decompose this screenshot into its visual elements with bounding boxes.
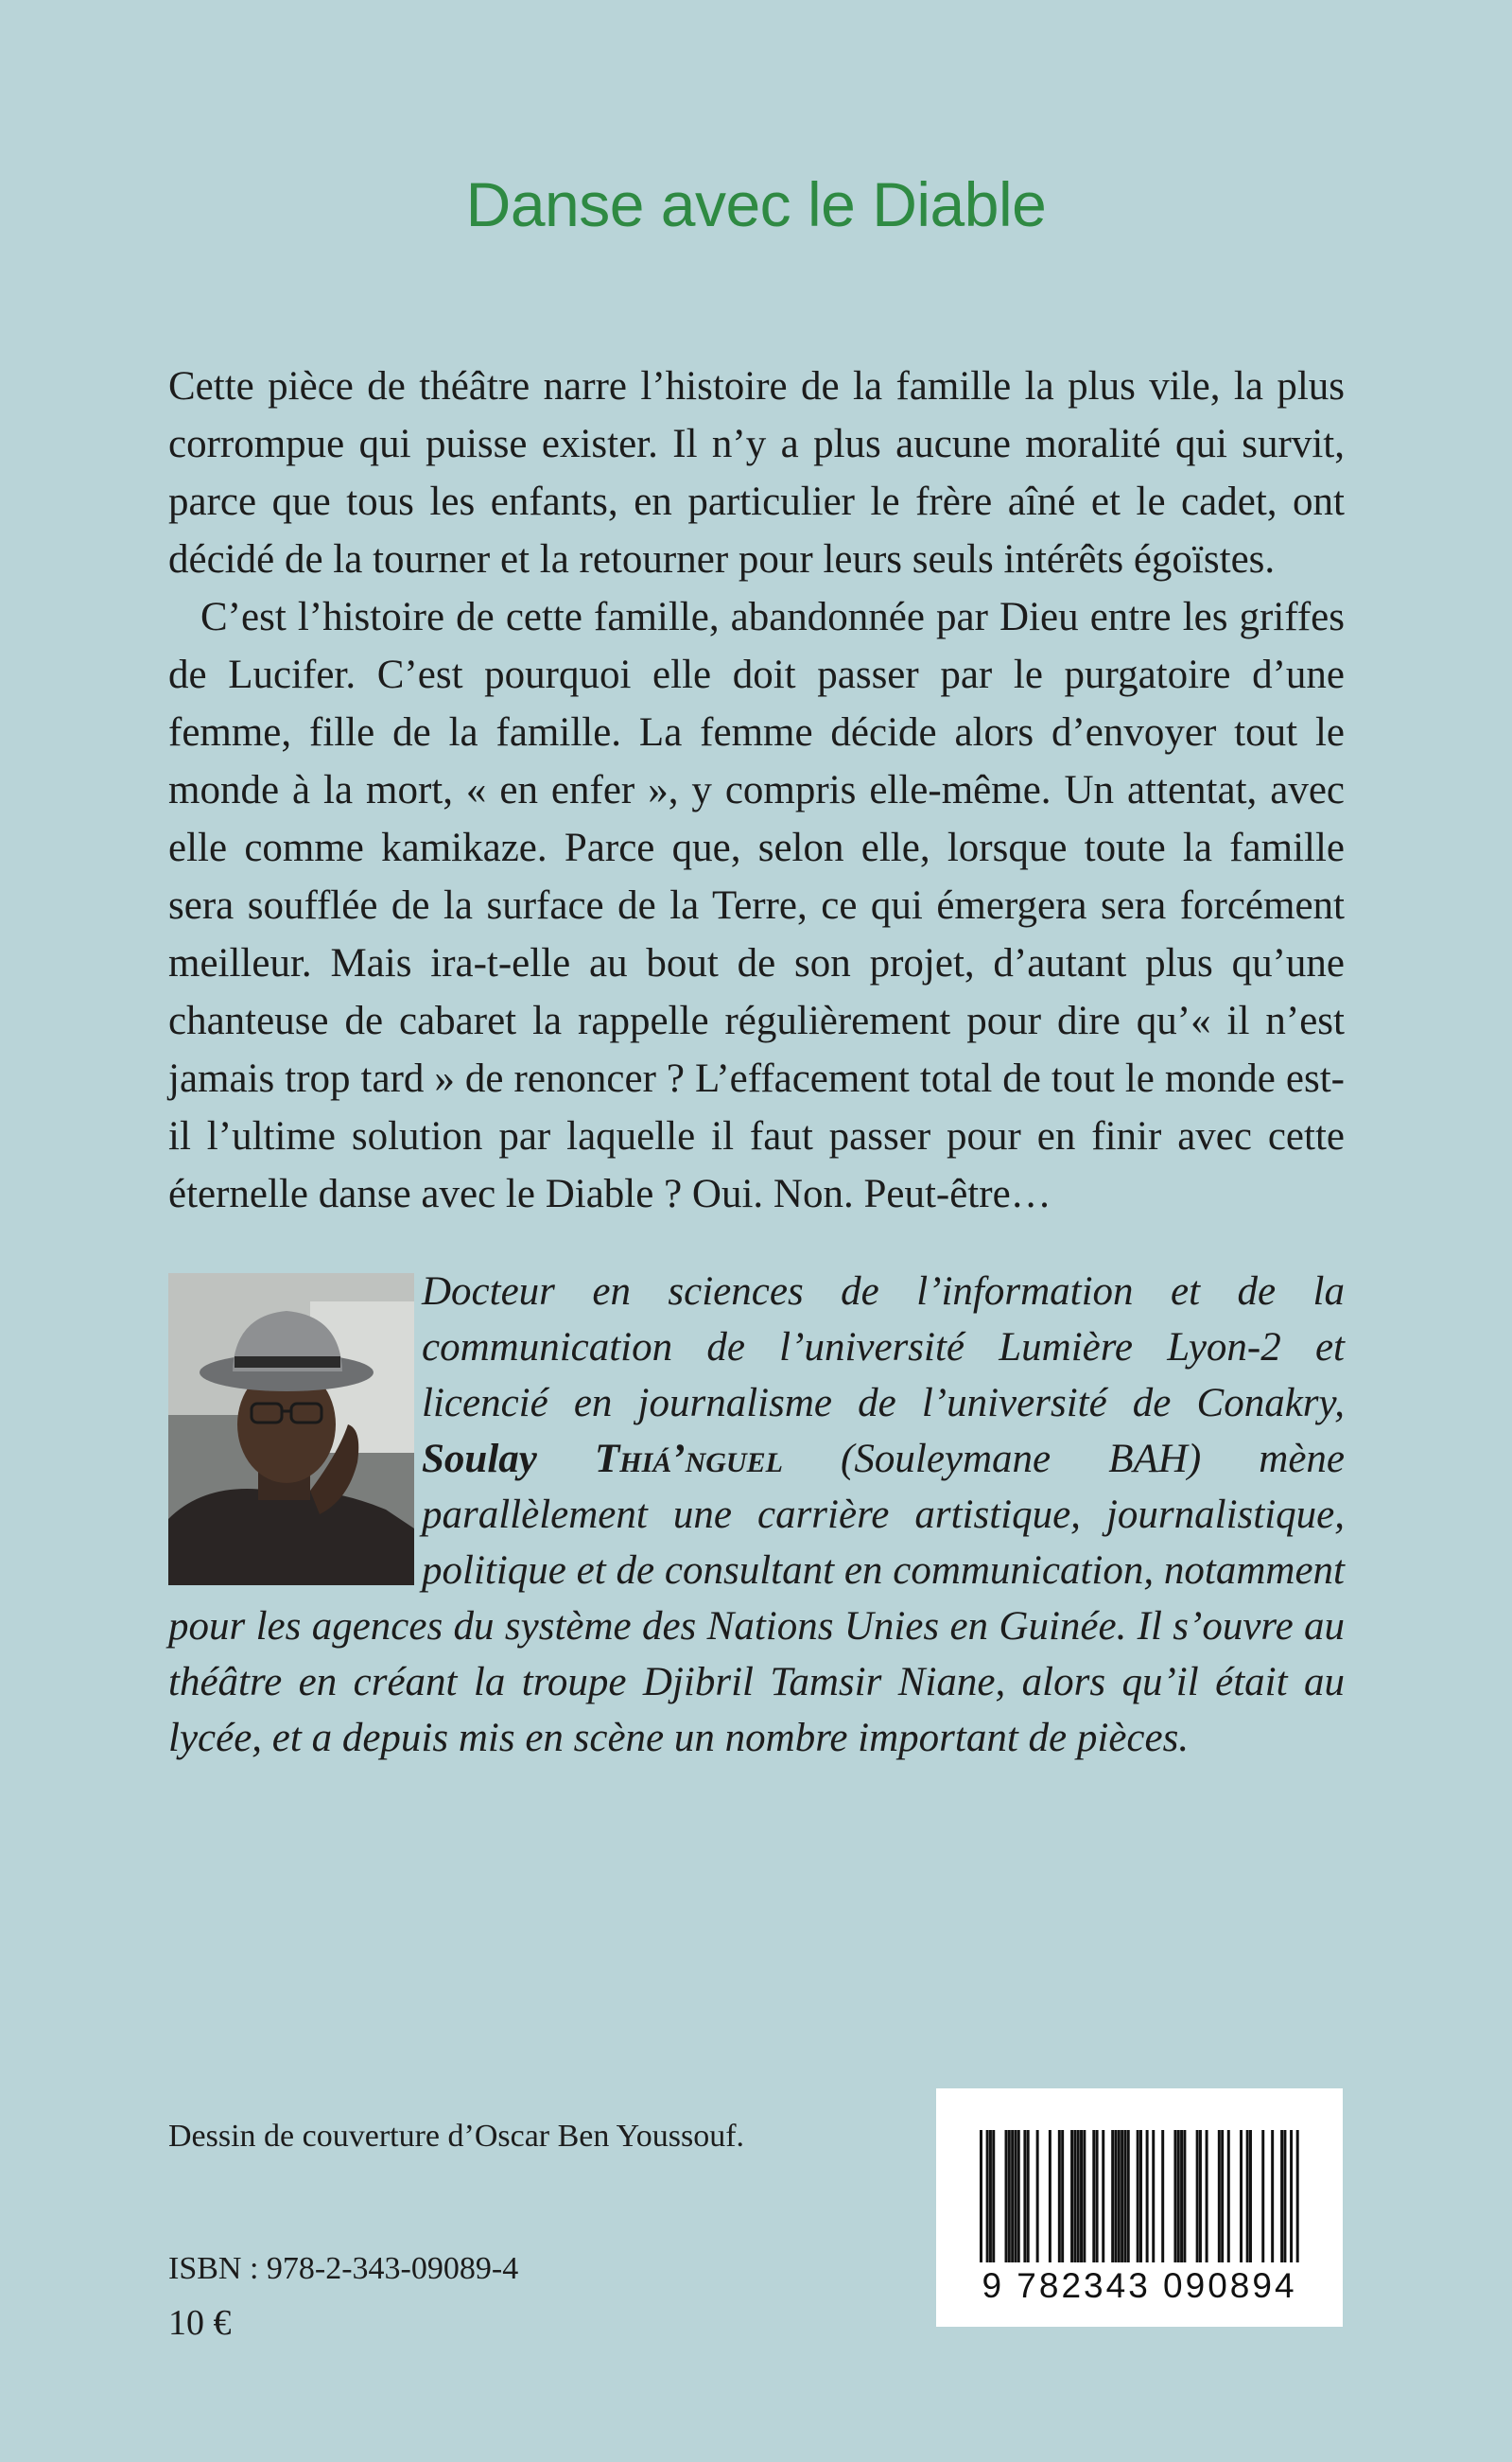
barcode-bar [1077, 2130, 1080, 2262]
barcode-bar [989, 2130, 992, 2262]
barcode-bar [1011, 2130, 1014, 2262]
barcode-bar [1290, 2130, 1293, 2262]
barcode [936, 2088, 1343, 2327]
barcode-bar [1280, 2130, 1283, 2262]
price: 10 € [168, 2303, 232, 2343]
barcode-bar [1218, 2130, 1221, 2262]
barcode-bar [1161, 2130, 1164, 2262]
barcode-bar [1283, 2130, 1286, 2262]
barcode-bar [1080, 2130, 1083, 2262]
barcode-bar [1196, 2130, 1199, 2262]
barcode-bar [980, 2130, 982, 2262]
barcode-bar [1008, 2130, 1011, 2262]
barcode-bar [986, 2130, 989, 2262]
synopsis-paragraph-1: Cette pièce de théâtre narre l’histoire de la famille la plus vile, la plus corrompue qui puisse exister. Il n’y a plus aucune moralité qui survit, parce que tous les enfants, en particulier le frère aîné et le cadet, ont décidé de la tourner et la retourner pour leurs seuls intérêts égoïstes. [168, 364, 1345, 582]
barcode-bar [1183, 2130, 1186, 2262]
bio-intro: Docteur en sciences de l’information et de la communication de l’université Lumière Lyon-2 et licencié en journalisme de l’université de Conakry, [422, 1269, 1345, 1425]
barcode-bar [1206, 2130, 1208, 2262]
barcode-bar [1296, 2130, 1299, 2262]
barcode-bar [1127, 2130, 1130, 2262]
barcode-bar [1246, 2130, 1249, 2262]
author-bio [168, 1264, 1345, 1766]
barcode-bar [1121, 2130, 1123, 2262]
barcode-bar [1221, 2130, 1224, 2262]
barcode-bar [1118, 2130, 1121, 2262]
author-last-name: Thiá’nguel [595, 1437, 783, 1481]
barcode-bar [1199, 2130, 1202, 2262]
barcode-bar [1240, 2130, 1243, 2262]
barcode-bar [1083, 2130, 1086, 2262]
barcode-bar [1070, 2130, 1073, 2262]
barcode-bar [1096, 2130, 1099, 2262]
barcode-bar [1123, 2130, 1126, 2262]
isbn: ISBN : 978-2-343-09089-4 [168, 2251, 519, 2286]
barcode-bar [1014, 2130, 1017, 2262]
cover-credits: Dessin de couverture d’Oscar Ben Youssouf. [168, 2119, 745, 2154]
barcode-bar [1017, 2130, 1020, 2262]
barcode-bar [1027, 2130, 1030, 2262]
barcode-bar [1073, 2130, 1076, 2262]
barcode-bar [1180, 2130, 1183, 2262]
bio-rest: (Souleymane BAH) mène parallèlement une carrière artistique, journalistique, politique et de consultant en communication, notamment pour les agences du système des Nations Unies en Guinée. Il s’ouvre au théâtre en créant la troupe Djibril Tamsir Niane, alors qu’il était au lycée, et a depuis mis en scène un nombre important de pièces. [168, 1437, 1345, 1760]
barcode-bar [1137, 2130, 1139, 2262]
barcode-bar [1036, 2130, 1039, 2262]
synopsis [168, 358, 1345, 1223]
barcode-bar [1049, 2130, 1051, 2262]
barcode-bar [1092, 2130, 1095, 2262]
barcode-bar [1173, 2130, 1176, 2262]
barcode-bar [1061, 2130, 1064, 2262]
barcode-bar [1249, 2130, 1252, 2262]
barcode-bar [1102, 2130, 1104, 2262]
barcode-digits: 9 782343 090894 [982, 2266, 1297, 2305]
barcode-bars [980, 2130, 1299, 2262]
synopsis-paragraph-2: C’est l’histoire de cette famille, abandonnée par Dieu entre les griffes de Lucifer. C’est pourquoi elle doit passer par le purgatoire d’une femme, fille de la famille. La femme décide alors d’envoyer tout le monde à la mort, « en enfer », y compris elle-même. Un attentat, avec elle comme kamikaze. Parce que, selon elle, lorsque toute la famille sera soufflée de la surface de la Terre, ce qui émergera sera forcément meilleur. Mais ira-t-elle au bout de son projet, d’autant plus qu’une chanteuse de cabaret la rappelle régulièrement pour dire qu’« il n’est jamais trop tard » de renoncer ? L’effacement total de tout le monde est-il l’ultime solution par laquelle il faut passer pour en finir avec cette éternelle danse avec le Diable ? Oui. Non. Peut-être… [168, 595, 1345, 1216]
barcode-bar [1261, 2130, 1264, 2262]
author-first-name: Soulay [422, 1437, 537, 1481]
barcode-bar [992, 2130, 995, 2262]
barcode-bar [1177, 2130, 1180, 2262]
barcode-bar [1005, 2130, 1008, 2262]
barcode-bar [1271, 2130, 1274, 2262]
book-title: Danse avec le Diable [465, 169, 1047, 239]
barcode-bar [1152, 2130, 1155, 2262]
barcode-bar [1139, 2130, 1142, 2262]
barcode-bar [1058, 2130, 1061, 2262]
barcode-bar [1023, 2130, 1026, 2262]
barcode-bar [1114, 2130, 1117, 2262]
barcode-bar [1111, 2130, 1114, 2262]
barcode-bar [1227, 2130, 1230, 2262]
barcode-bar [1146, 2130, 1149, 2262]
